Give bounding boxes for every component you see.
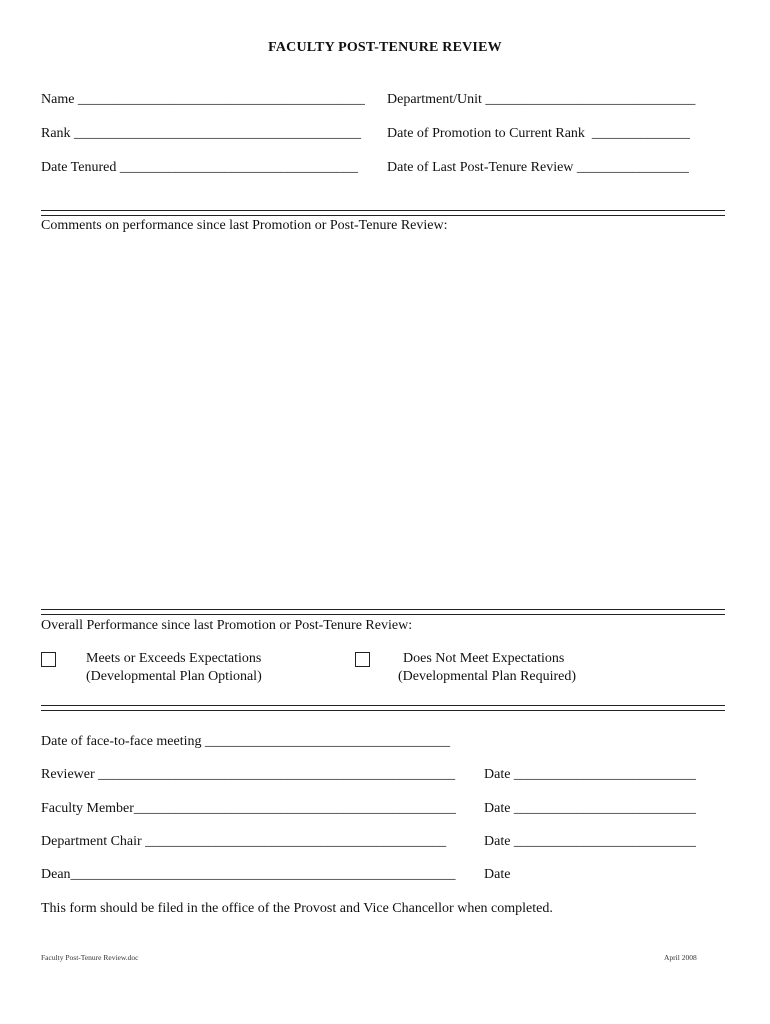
divider — [41, 614, 725, 615]
divider — [41, 215, 725, 216]
comments-area[interactable] — [41, 238, 725, 602]
chair-date-field[interactable]: Date __________________________ — [484, 834, 696, 849]
meets-expectations-checkbox[interactable] — [41, 652, 56, 667]
does-not-meet-checkbox[interactable] — [355, 652, 370, 667]
divider — [41, 609, 725, 610]
divider — [41, 705, 725, 706]
footer-filename: Faculty Post-Tenure Review.doc — [41, 953, 139, 962]
rank-field[interactable]: Rank _________________________________________ — [41, 126, 362, 141]
name-field[interactable]: Name _________________________________________ — [41, 92, 365, 107]
dean-field[interactable]: Dean_______________________________________________________ — [41, 867, 456, 882]
dean-date-field[interactable]: Date — [484, 867, 511, 882]
comments-label: Comments on performance since last Promotion or Post-Tenure Review: — [41, 218, 448, 233]
does-not-meet-label: Does Not Meet Expectations — [403, 651, 565, 666]
divider — [41, 210, 725, 211]
does-not-meet-note: (Developmental Plan Required) — [398, 669, 577, 684]
divider — [41, 710, 725, 711]
meeting-date-field[interactable]: Date of face-to-face meeting ___________________________________ — [41, 734, 451, 749]
faculty-date-field[interactable]: Date __________________________ — [484, 801, 696, 816]
meets-expectations-label: Meets or Exceeds Expectations — [86, 651, 262, 666]
reviewer-field[interactable]: Reviewer ___________________________________________________ — [41, 767, 456, 782]
date-last-review-field[interactable]: Date of Last Post-Tenure Review ________________ — [387, 160, 689, 175]
page-title: FACULTY POST-TENURE REVIEW — [268, 40, 502, 55]
meets-expectations-note: (Developmental Plan Optional) — [86, 669, 262, 684]
department-field[interactable]: Department/Unit ______________________________ — [387, 92, 696, 107]
footer-date: April 2008 — [664, 953, 697, 962]
filing-note: This form should be filed in the office of the Provost and Vice Chancellor when completed. — [41, 901, 553, 916]
faculty-member-field[interactable]: Faculty Member______________________________________________ — [41, 801, 456, 816]
reviewer-date-field[interactable]: Date __________________________ — [484, 767, 696, 782]
department-chair-field[interactable]: Department Chair ___________________________________________ — [41, 834, 447, 849]
overall-label: Overall Performance since last Promotion or Post-Tenure Review: — [41, 618, 413, 633]
date-promotion-field[interactable]: Date of Promotion to Current Rank ______________ — [387, 126, 690, 141]
date-tenured-field[interactable]: Date Tenured __________________________________ — [41, 160, 358, 175]
